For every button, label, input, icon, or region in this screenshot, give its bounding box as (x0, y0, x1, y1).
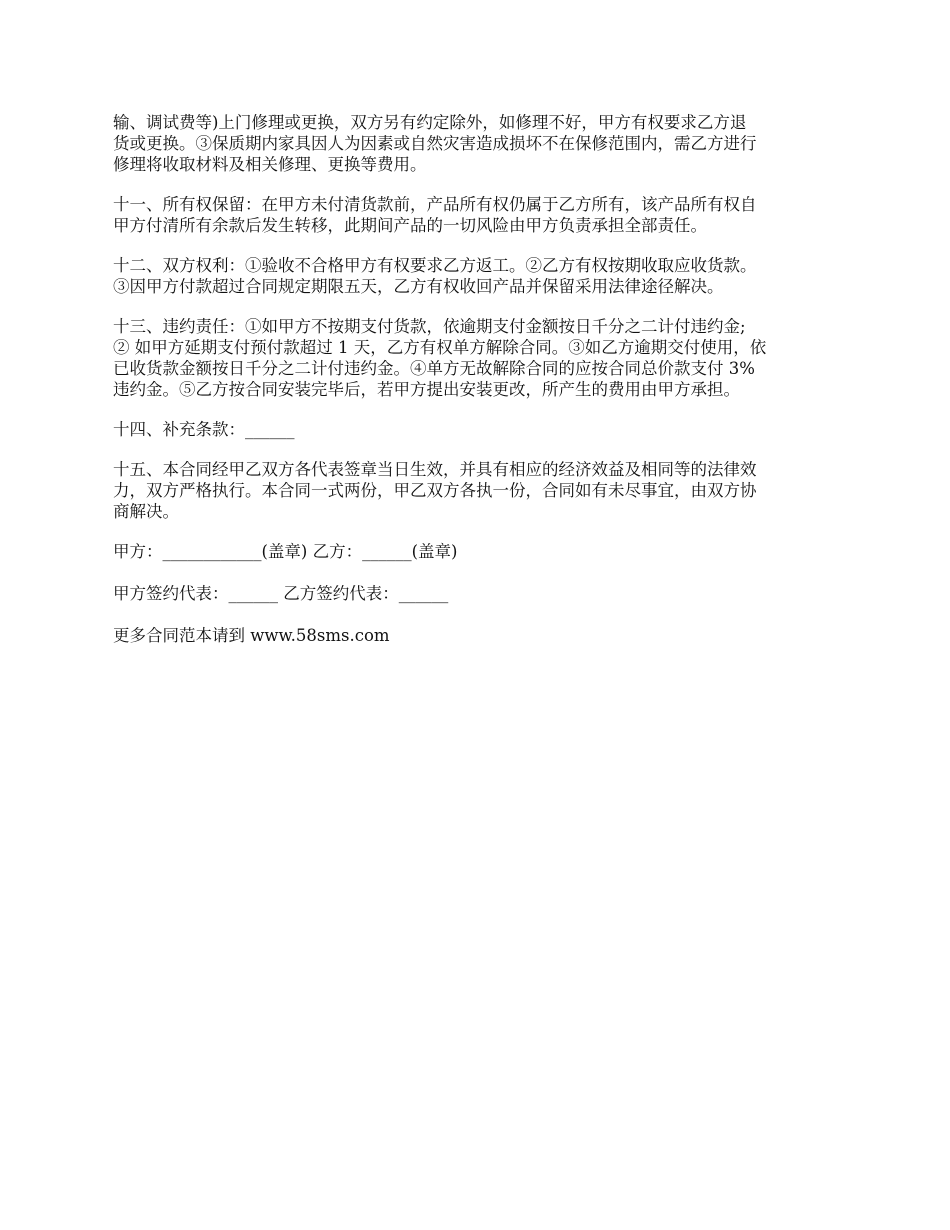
text-line: 已收货款金额按日千分之二计付违约金。④单方无故解除合同的应按合同总价款支付 3% (113, 359, 755, 378)
text-line: 十三、违约责任：①如甲方不按期支付货款，依逾期支付金额按日千分之二计付违约金; (113, 317, 746, 336)
clause-ownership-retention (113, 194, 841, 236)
text-line: 修理将收取材料及相关修理、更换等费用。 (113, 155, 427, 174)
text-line: 十二、双方权利：①验收不合格甲方有权要求乙方返工。②乙方有权按期收取应收货款。 (113, 256, 757, 275)
text-line: 十一、所有权保留：在甲方未付清货款前，产品所有权仍属于乙方所有，该产品所有权自 (113, 195, 757, 214)
clause-supplementary (113, 419, 841, 440)
text-line: 力，双方严格执行。本合同一式两份，甲乙双方各执一份，合同如有未尽事宜，由双方协 (113, 481, 757, 500)
text-line: 货或更换。③保质期内家具因人为因素或自然灾害造成损坏不在保修范围内，需乙方进行 (113, 134, 757, 153)
clause-rights (113, 255, 841, 297)
signature-line: 甲方：____________(盖章) 乙方：______(盖章) (113, 542, 458, 561)
text-line: 甲方付清所有余款后发生转移，此期间产品的一切风险由甲方负责承担全部责任。 (113, 216, 707, 235)
text-line: ② 如甲方延期支付预付款超过 1 天，乙方有权单方解除合同。③如乙方逾期交付使用，依 (113, 338, 767, 357)
text-line: 商解决。 (113, 502, 179, 521)
clause-effectiveness (113, 459, 841, 522)
document-page (113, 112, 841, 667)
text-line: 十四、补充条款：______ (113, 420, 295, 439)
text-line: ③因甲方付款超过合同规定期限五天，乙方有权收回产品并保留采用法律途径解决。 (113, 277, 724, 296)
text-line: 违约金。⑤乙方按合同安装完毕后，若甲方提出安装更改，所产生的费用由甲方承担。 (113, 380, 740, 399)
footer-link-line: 更多合同范本请到 www.58sms.com (113, 626, 390, 645)
clause-warranty-continued (113, 112, 841, 175)
text-line: 输、调试费等)上门修理或更换，双方另有约定除外，如修理不好，甲方有权要求乙方退 (113, 113, 747, 132)
representative-line: 甲方签约代表：______ 乙方签约代表：______ (113, 584, 449, 603)
text-line: 十五、本合同经甲乙双方各代表签章当日生效，并具有相应的经济效益及相同等的法律效 (113, 460, 757, 479)
clause-breach-liability (113, 316, 841, 400)
